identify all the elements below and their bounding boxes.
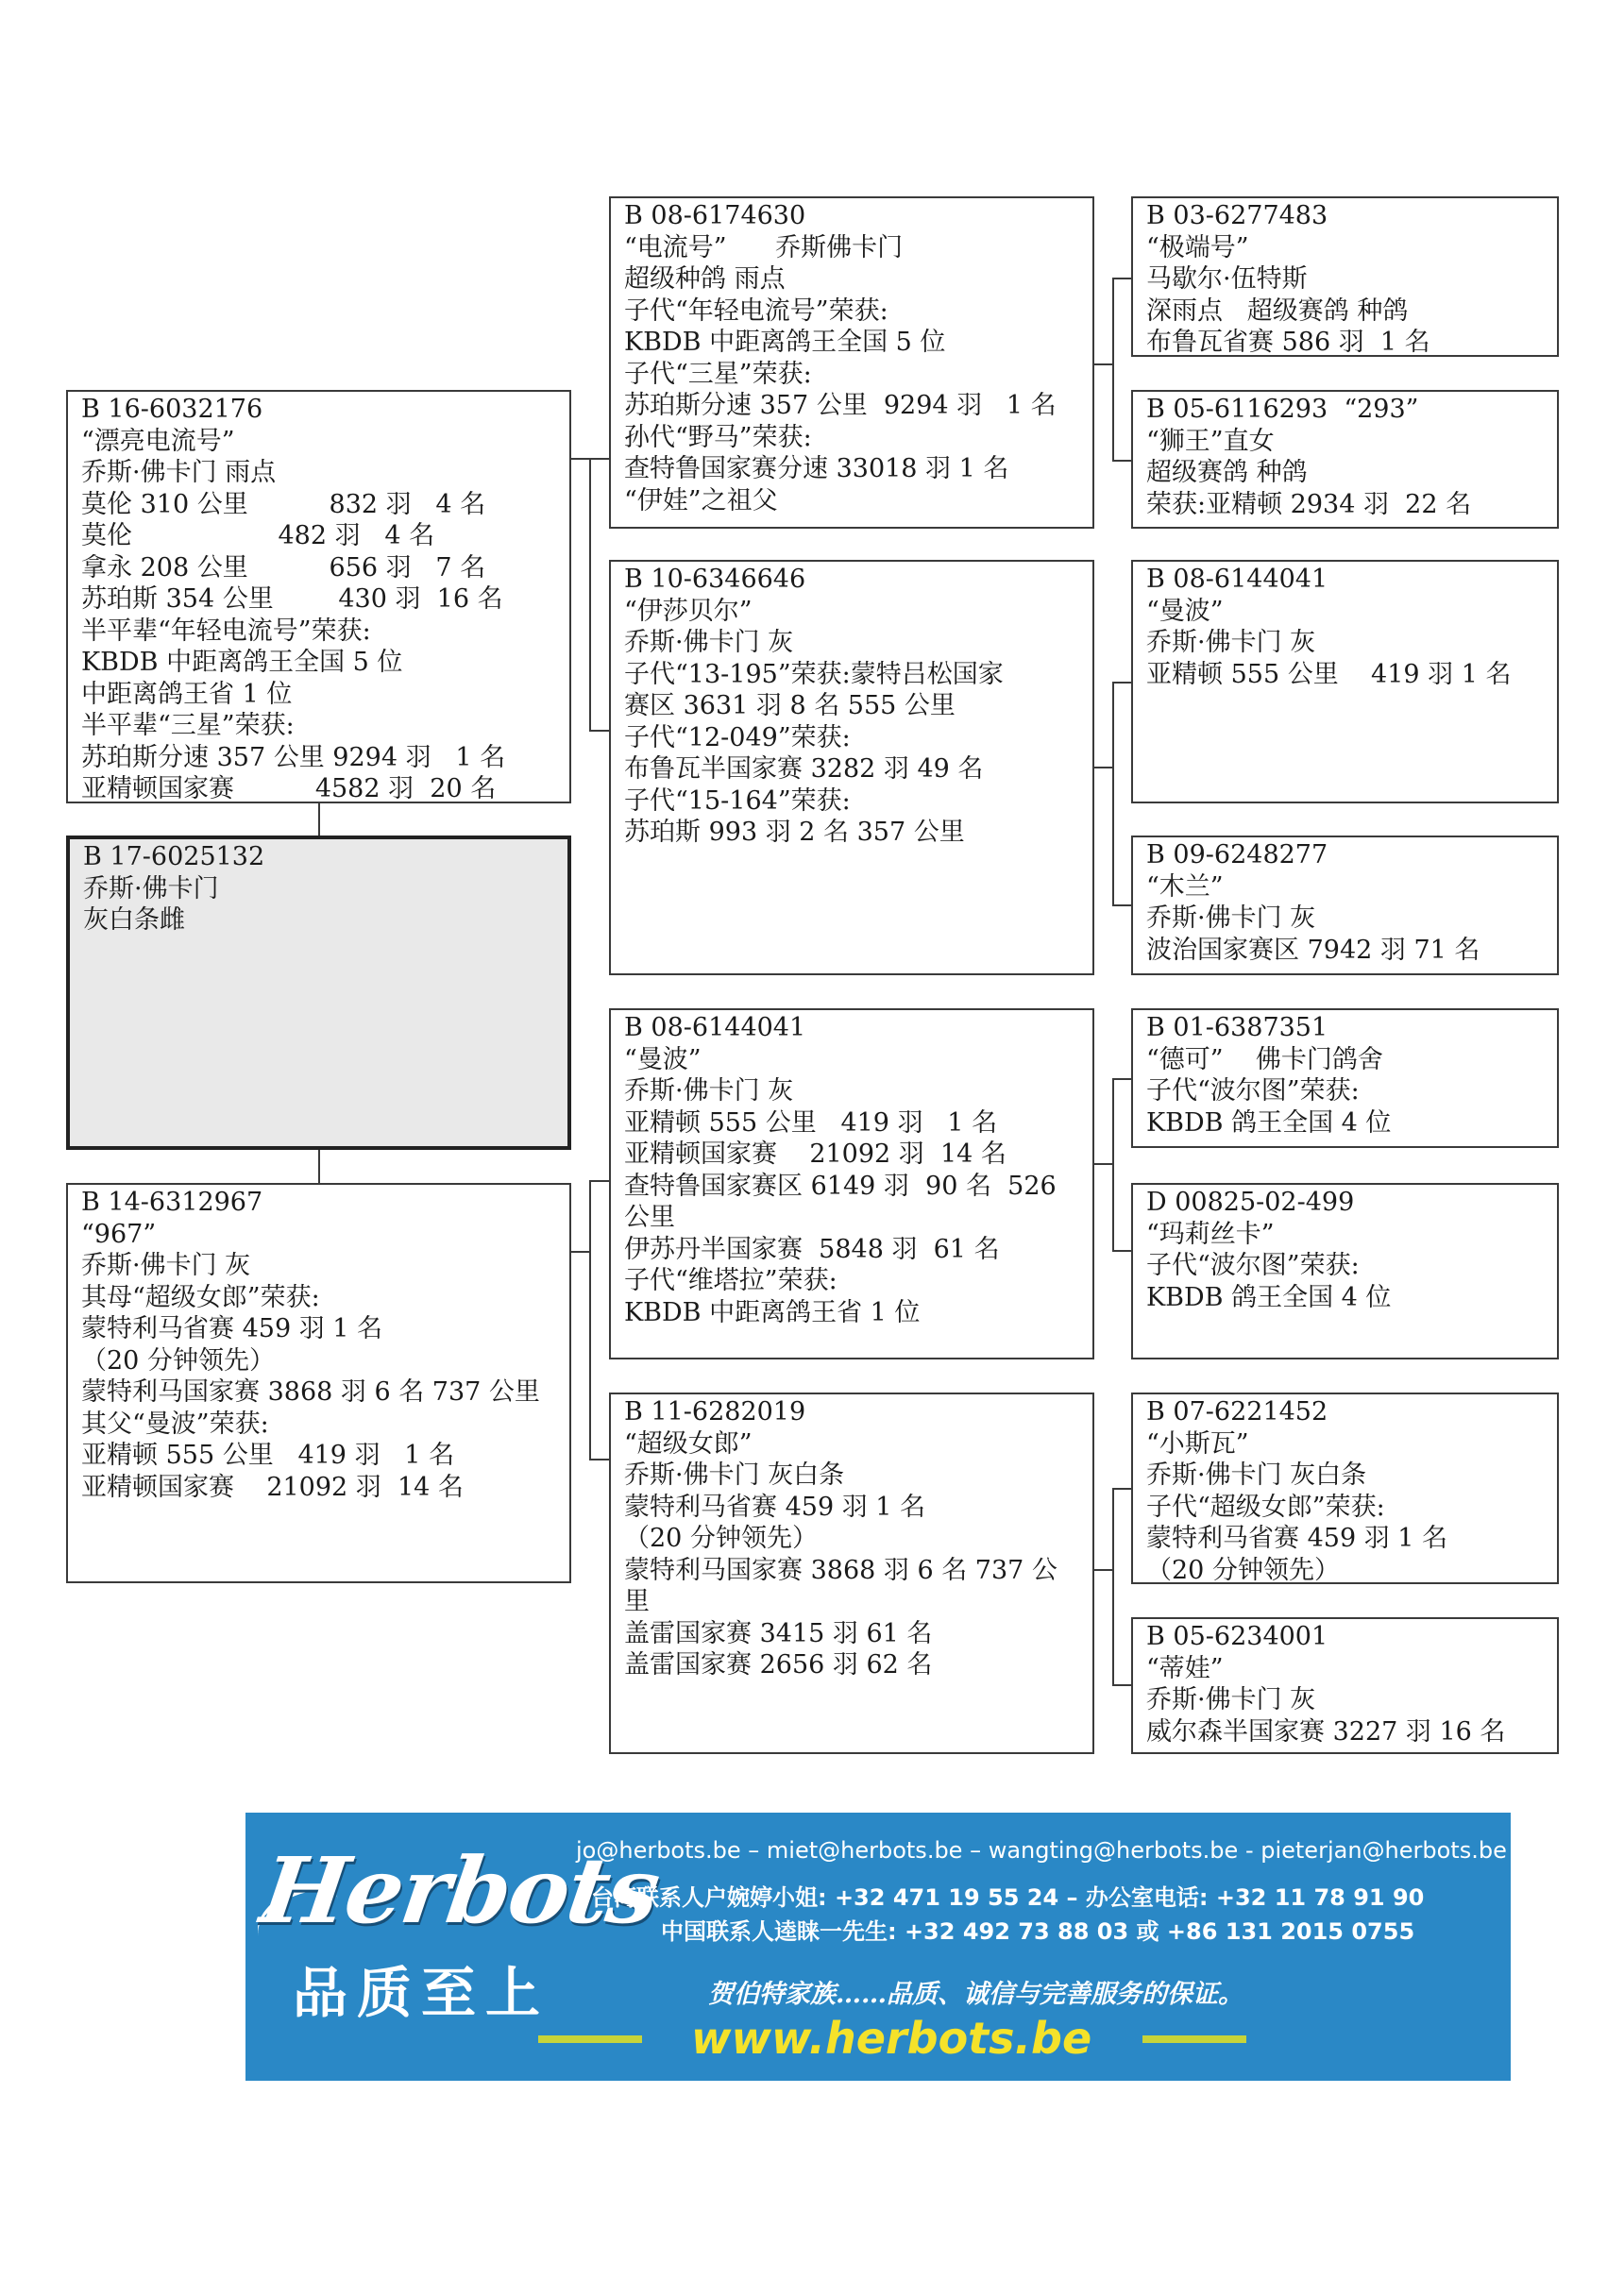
pedigree-text-line: KBDB 鸽王全国 4 位 [1146, 1107, 1392, 1138]
pedigree-text-line: “伊娃”之祖父 [624, 485, 778, 515]
pedigree-text-line: 盖雷国家赛 3415 羽 61 名 [624, 1618, 933, 1648]
accent-bar-right [1142, 2035, 1246, 2043]
pedigree-text-line: 波治国家赛区 7942 羽 71 名 [1146, 935, 1480, 965]
pedigree-text-line: 亚精顿 555 公里 419 羽 1 名 [81, 1441, 455, 1470]
pedigree-text-line: 蒙特利马省赛 459 羽 1 名 [81, 1314, 383, 1343]
pedigree-text-line: “967” [81, 1219, 157, 1249]
pedigree-text-line: “曼波” [624, 1044, 702, 1074]
connector-ss-mid [1094, 363, 1113, 365]
pedigree-text-line: 乔斯·佛卡门 灰 [624, 628, 794, 657]
ring-number: B 09-6248277 [1146, 840, 1328, 869]
pedigree-text-line: 乔斯·佛卡门 灰 [81, 1251, 251, 1280]
connector-dd-vertical [1112, 1488, 1114, 1686]
pedigree-text-line: “玛莉丝卡” [1146, 1219, 1275, 1249]
pedigree-text-line: 亚精顿国家赛 21092 羽 14 名 [81, 1472, 464, 1502]
pedigree-text-line: 蒙特利马国家赛 3868 羽 6 名 737 公里 [81, 1377, 540, 1407]
pedigree-text-line: “狮王”直女 [1146, 426, 1275, 456]
pedigree-text-line: 超级赛鸽 种鸽 [1146, 458, 1308, 487]
pedigree-text-line: “伊莎贝尔” [624, 596, 753, 626]
connector-to-ss-dam [1112, 460, 1131, 462]
herbots-banner[interactable] [245, 1813, 1511, 2081]
banner-contact-china: 中国联系人逵睐一先生: +32 492 73 88 03 或 +86 131 2015 0755 [661, 1918, 1415, 1945]
pedigree-text-line: 深雨点 超级赛鸽 种鸽 [1146, 295, 1409, 326]
pedigree-text-line: 蒙特利马国家赛 3868 羽 6 名 737 公 [624, 1555, 1057, 1585]
ds-dam-box [1131, 1183, 1559, 1359]
pedigree-text-line: 乔斯·佛卡门 雨点 [81, 458, 277, 487]
connector-ss-vertical [1112, 278, 1114, 462]
connector-to-dam-dam [589, 1459, 609, 1460]
pedigree-text-line: 乔斯·佛卡门 灰 [1146, 628, 1316, 657]
ring-number: B 08-6144041 [624, 1013, 806, 1042]
sire-sire-box [609, 196, 1094, 529]
pedigree-text-line: 乔斯·佛卡门 灰白条 [624, 1460, 845, 1490]
pedigree-text-line: 盖雷国家赛 2656 羽 62 名 [624, 1650, 933, 1680]
dam-box [66, 1183, 571, 1583]
sire-box [66, 390, 571, 803]
ring-number: B 03-6277483 [1146, 201, 1328, 230]
connector-to-sire-sire [589, 458, 609, 460]
pedigree-text-line: 亚精顿 555 公里 419 羽 1 名 [624, 1107, 998, 1138]
connector-dd-mid [1094, 1569, 1113, 1571]
pedigree-text-line: KBDB 中距离鸽王省 1 位 [624, 1297, 921, 1327]
pedigree-text-line: 赛区 3631 羽 8 名 555 公里 [624, 691, 956, 720]
ss-sire-box [1131, 196, 1559, 357]
pedigree-text-line: 公里 [624, 1203, 675, 1232]
connector-to-dd-dam [1112, 1684, 1131, 1686]
pedigree-text-line: （20 分钟领先） [624, 1524, 818, 1553]
pedigree-text-line: 子代“年轻电流号”荣获: [624, 295, 888, 326]
pedigree-text-line: “超级女郎” [624, 1428, 753, 1459]
pedigree-text-line: 荣获:亚精顿 2934 羽 22 名 [1146, 489, 1472, 519]
pedigree-text-line: 乔斯·佛卡门 [83, 873, 219, 903]
banner-emails[interactable]: jo@herbots.be – miet@herbots.be – wangting@herbots.be - pieterjan@herbots.be [576, 1837, 1507, 1864]
pedigree-text-line: 蒙特利马省赛 459 羽 1 名 [1146, 1524, 1448, 1553]
pedigree-text-line: 莫伦 310 公里 832 羽 4 名 [81, 489, 486, 519]
herbots-logo: Herbots [255, 1837, 665, 1944]
connector-sire-right [571, 458, 590, 460]
connector-ds-mid [1094, 1163, 1113, 1165]
ring-number: B 16-6032176 [81, 395, 263, 424]
ring-number: B 07-6221452 [1146, 1397, 1328, 1427]
ring-number: B 08-6174630 [624, 201, 806, 230]
pedigree-text-line: 中距离鸽王省 1 位 [81, 679, 293, 709]
connector-to-sire-dam [589, 730, 609, 732]
pedigree-text-line: 子代“12-049”荣获: [624, 722, 851, 752]
pedigree-text-line: 子代“超级女郎”荣获: [1146, 1492, 1385, 1522]
pedigree-text-line: 苏珀斯 993 羽 2 名 357 公里 [624, 818, 965, 847]
pedigree-text-line: 亚精顿 555 公里 419 羽 1 名 [1146, 659, 1512, 689]
connector-to-ds-dam [1112, 1250, 1131, 1252]
dam-sire-box [609, 1008, 1094, 1359]
banner-tagline: 贺伯特家族……品质、诚信与完善服务的保证。 [708, 1980, 1243, 2009]
pedigree-text-line: 乔斯·佛卡门 灰 [1146, 1685, 1316, 1714]
pedigree-text-line: 超级种鸽 雨点 [624, 264, 786, 294]
pedigree-text-line: （20 分钟领先） [81, 1345, 275, 1376]
pedigree-text-line: 半平辈“年轻电流号”荣获: [81, 616, 371, 646]
pedigree-text-line: 子代“三星”荣获: [624, 359, 812, 389]
pedigree-text-line: “曼波” [1146, 596, 1224, 626]
ss-dam-box [1131, 390, 1559, 529]
connector-sire-vertical [589, 458, 591, 732]
dd-dam-box [1131, 1617, 1559, 1754]
connector-sd-vertical [1112, 682, 1114, 906]
pedigree-text-line: 查特鲁国家赛分速 33018 羽 1 名 [624, 454, 1009, 483]
ring-number: D 00825-02-499 [1146, 1188, 1355, 1217]
connector-to-ds-sire [1112, 1078, 1131, 1080]
pedigree-text-line: 威尔森半国家赛 3227 羽 16 名 [1146, 1716, 1506, 1747]
ring-number: B 17-6025132 [83, 842, 265, 871]
pedigree-text-line: KBDB 中距离鸽王全国 5 位 [624, 328, 946, 357]
pedigree-text-line: 孙代“野马”荣获: [624, 422, 812, 452]
subject-box [66, 836, 571, 1150]
connector-ds-vertical [1112, 1078, 1114, 1252]
pedigree-text-line: “电流号” 乔斯佛卡门 [624, 232, 904, 262]
pedigree-text-line: 子代“波尔图”荣获: [1146, 1076, 1360, 1106]
pedigree-text-line: KBDB 中距离鸽王全国 5 位 [81, 648, 403, 677]
pedigree-text-line: 子代“波尔图”荣获: [1146, 1251, 1360, 1280]
ring-number: B 08-6144041 [1146, 565, 1328, 594]
ring-number: B 10-6346646 [624, 565, 806, 594]
pedigree-text-line: 乔斯·佛卡门 灰 [624, 1076, 794, 1106]
pedigree-text-line: 其父“曼波”荣获: [81, 1409, 269, 1439]
accent-bar-left [538, 2035, 642, 2043]
pedigree-text-line: “蒂娃” [1146, 1653, 1224, 1683]
pedigree-text-line: 乔斯·佛卡门 灰白条 [1146, 1460, 1367, 1490]
connector-subject-dam [318, 1150, 320, 1183]
ring-number: B 05-6234001 [1146, 1622, 1328, 1651]
pedigree-text-line: 半平辈“三星”荣获: [81, 711, 295, 740]
pedigree-text-line: “小斯瓦” [1146, 1428, 1249, 1459]
banner-slogan: 品质至上 [293, 1961, 550, 2025]
pedigree-text-line: 苏珀斯 354 公里 430 羽 16 名 [81, 584, 503, 614]
pedigree-text-line: 亚精顿国家赛 4582 羽 20 名 [81, 774, 497, 803]
pedigree-text-line: 乔斯·佛卡门 灰 [1146, 903, 1316, 933]
pedigree-text-line: 苏珀斯分速 357 公里 9294 羽 1 名 [81, 742, 506, 772]
pedigree-text-line: 布鲁瓦省赛 586 羽 1 名 [1146, 328, 1430, 357]
ring-number: B 05-6116293 “293” [1146, 395, 1419, 424]
pedigree-text-line: 子代“15-164”荣获: [624, 785, 851, 816]
connector-to-dam-sire [589, 1180, 609, 1182]
connector-sire-subject [318, 803, 320, 836]
pedigree-text-line: 拿永 208 公里 656 羽 7 名 [81, 552, 486, 582]
dam-dam-box [609, 1393, 1094, 1754]
pedigree-text-line: 马歇尔·伍特斯 [1146, 264, 1308, 294]
ds-sire-box [1131, 1008, 1559, 1148]
pedigree-text-line: 查特鲁国家赛区 6149 羽 90 名 526 [624, 1171, 1057, 1201]
pedigree-text-line: （20 分钟领先） [1146, 1555, 1340, 1584]
pedigree-text-line: “漂亮电流号” [81, 426, 235, 456]
pedigree-text-line: 其母“超级女郎”荣获: [81, 1282, 320, 1312]
pedigree-text-line: KBDB 鸽王全国 4 位 [1146, 1282, 1392, 1312]
banner-website-link[interactable]: www.herbots.be [691, 2013, 1092, 2064]
connector-dam-right [571, 1251, 590, 1253]
ring-number: B 01-6387351 [1146, 1013, 1328, 1042]
dd-sire-box [1131, 1393, 1559, 1584]
pedigree-text-line: 布鲁瓦半国家赛 3282 羽 49 名 [624, 754, 984, 784]
pedigree-text-line: 灰白条雌 [83, 905, 185, 935]
connector-dam-vertical [589, 1180, 591, 1460]
pedigree-text-line: “德可” 佛卡门鸽舍 [1146, 1044, 1383, 1074]
connector-to-dd-sire [1112, 1488, 1131, 1490]
pedigree-text-line: 蒙特利马省赛 459 羽 1 名 [624, 1492, 926, 1522]
ring-number: B 11-6282019 [624, 1397, 806, 1427]
pedigree-text-line: 亚精顿国家赛 21092 羽 14 名 [624, 1140, 1007, 1169]
pedigree-text-line: 子代“13-195”荣获:蒙特吕松国家 [624, 659, 1004, 689]
connector-to-sd-dam [1112, 904, 1131, 906]
pedigree-text-line: 子代“维塔拉”荣获: [624, 1266, 837, 1295]
connector-to-sd-sire [1112, 682, 1131, 684]
connector-sd-mid [1094, 767, 1113, 768]
sd-dam-box [1131, 836, 1559, 975]
pedigree-text-line: “极端号” [1146, 232, 1249, 262]
connector-to-ss-sire [1112, 278, 1131, 279]
pedigree-text-line: 苏珀斯分速 357 公里 9294 羽 1 名 [624, 391, 1057, 420]
pedigree-text-line: 里 [624, 1587, 650, 1616]
sire-dam-box [609, 560, 1094, 975]
ring-number: B 14-6312967 [81, 1188, 263, 1217]
pedigree-text-line: 莫伦 482 羽 4 名 [81, 521, 435, 550]
banner-contact-taiwan: 台湾联系人户婉婷小姐: +32 471 19 55 24 – 办公室电话: +32 11 78 91 90 [591, 1884, 1425, 1911]
sd-sire-box [1131, 560, 1559, 803]
pedigree-text-line: 伊苏丹半国家赛 5848 羽 61 名 [624, 1234, 1000, 1264]
pedigree-text-line: “木兰” [1146, 871, 1224, 902]
